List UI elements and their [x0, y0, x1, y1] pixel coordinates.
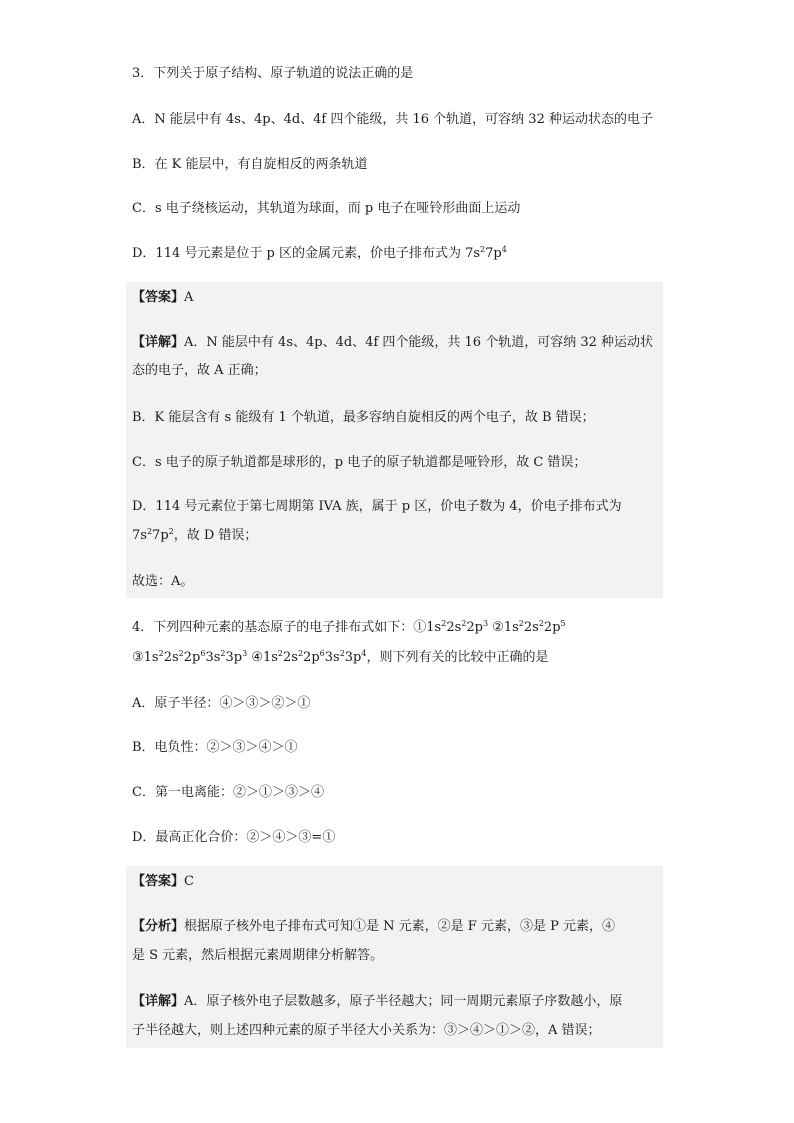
q3-detail-d-line1: D．114 号元素位于第七周期第 IVA 族，属于 p 区，价电子数为 4，价电子排布式为	[132, 499, 622, 514]
q3-option-a: A．N 能层中有 4s、4p、4d、4f 四个能级，共 16 个轨道，可容纳 32 种运动状态的电子	[132, 112, 653, 127]
q4-option-c: C．第一电离能：②＞①＞③＞④	[132, 785, 324, 800]
q4-analysis-line2: 是 S 元素，然后根据元素周期律分析解答。	[132, 948, 384, 963]
q3-option-c: C．s 电子绕核运动，其轨道为球面，而 p 电子在哑铃形曲面上运动	[132, 201, 521, 216]
q4-option-b: B．电负性：②＞③＞④＞①	[132, 740, 298, 755]
q4-analysis-line1: 【分析】根据原子核外电子排布式可知①是 N 元素，②是 F 元素，③是 P 元素，④	[132, 919, 615, 934]
q3-detail-b: B．K 能层含有 s 能级有 1 个轨道，最多容纳自旋相反的两个电子，故 B 错误；	[132, 410, 595, 425]
q4-stem-line2: $③1s^22s^22p^63s^23p^3$ $④1s^22s^22p^63s^23p^4$，则下列有关的比较中正确的是	[132, 649, 549, 665]
q3-detail-line1: 【详解】A．N 能层中有 4s、4p、4d、4f 四个能级，共 16 个轨道，可容纳 32 种运动状	[132, 335, 653, 350]
q3-answer: 【答案】A	[132, 290, 194, 305]
q4-detail-line1: 【详解】A．原子核外电子层数越多，原子半径越大；同一周期元素原子序数越小，原	[132, 994, 623, 1009]
q3-conclusion: 故选：A。	[132, 574, 194, 589]
q3-detail-line2: 态的电子，故 A 正确；	[132, 363, 267, 378]
q3-option-b: B．在 K 能层中，有自旋相反的两条轨道	[132, 157, 368, 172]
q4-option-a: A．原子半径：④＞③＞②＞①	[132, 696, 311, 711]
q3-detail-d-line2: $7s^27p^2$，故 D 错误；	[132, 527, 258, 543]
q3-option-d: D．114 号元素是位于 p 区的金属元素，价电子排布式为 $7s^27p^4$	[132, 245, 507, 261]
q3-solution-panel	[126, 282, 663, 598]
q4-stem-line1: 4．下列四种元素的基态原子的电子排布式如下：$①1s^22s^22p^3$ $②1s^22s^22p^5$	[132, 619, 566, 635]
q3-stem: 3．下列关于原子结构、原子轨道的说法正确的是	[132, 66, 414, 81]
q3-detail-c: C．s 电子的原子轨道都是球形的，p 电子的原子轨道都是哑铃形，故 C 错误；	[132, 455, 587, 470]
q4-detail-line2: 子半径越大，则上述四种元素的原子半径大小关系为：③＞④＞①＞②，A 错误；	[132, 1023, 601, 1038]
q4-answer: 【答案】C	[132, 874, 194, 889]
q4-option-d: D．最高正化合价：②＞④＞③=①	[132, 830, 336, 845]
